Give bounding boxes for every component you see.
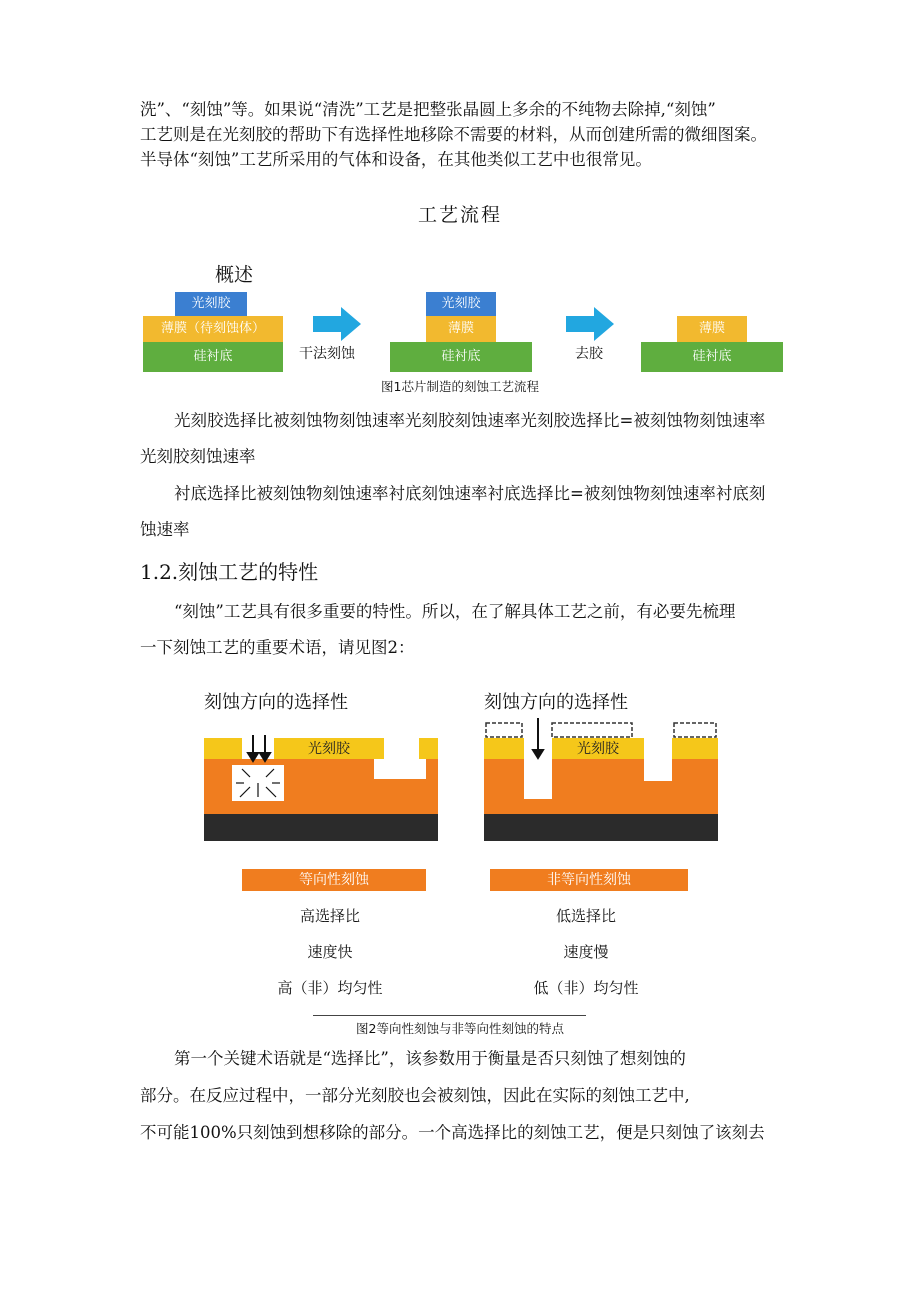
fig2-caption: 图2等向性刻蚀与非等向性刻蚀的特点	[356, 1021, 564, 1036]
step2-film	[426, 316, 496, 342]
step1-substrate-label: 硅衬底	[193, 349, 233, 364]
left-prop-3: 高（非）均匀性	[277, 979, 383, 997]
left-prop-1: 高选择比	[299, 907, 360, 925]
isotropic-badge: 等向性刻蚀	[242, 869, 426, 891]
anisotropic-etch-diagram	[484, 718, 718, 841]
fig2-right-title: 刻蚀方向的选择性	[484, 692, 628, 713]
formula-sub-line1: 衬底选择比被刻蚀物刻蚀速率衬底刻蚀速率衬底选择比=被刻蚀物刻蚀速率衬底刻	[174, 484, 766, 503]
step1-film-label: 薄膜（待刻蚀体）	[160, 321, 265, 336]
para2-line1: “刻蚀”工艺具有很多重要的特性。所以，在了解具体工艺之前，有必要先梳理	[174, 602, 736, 621]
arrow1-label: 干法刻蚀	[299, 346, 355, 362]
step2-substrate-label: 硅衬底	[441, 349, 481, 364]
intro-line-3: 半导体“刻蚀”工艺所采用的气体和设备，在其他类似工艺中也很常见。	[140, 150, 652, 169]
right-prop-1: 低选择比	[555, 907, 616, 925]
subsection-title: 1.2.刻蚀工艺的特性	[140, 560, 319, 584]
fig1-caption: 图1芯片制造的刻蚀工艺流程	[381, 379, 539, 394]
arrow-right-icon	[313, 307, 361, 341]
section-title: 工艺流程	[417, 204, 502, 226]
step3-substrate-label: 硅衬底	[692, 349, 732, 364]
left-photoresist-label: 光刻胶	[308, 741, 350, 757]
right-prop-3: 低（非）均匀性	[533, 979, 639, 997]
step1-film	[143, 316, 283, 342]
formula-pr-line2: 光刻胶刻蚀速率	[140, 447, 256, 466]
para3-line1: 第一个关键术语就是“选择比”，该参数用于衡量是否只刻蚀了想刻蚀的	[174, 1049, 686, 1068]
step2-film-label: 薄膜	[447, 321, 474, 336]
formula-pr-line1: 光刻胶选择比被刻蚀物刻蚀速率光刻胶刻蚀速率光刻胶选择比=被刻蚀物刻蚀速率	[174, 411, 766, 430]
anisotropic-badge: 非等向性刻蚀	[490, 869, 688, 891]
formula-sub-line2: 蚀速率	[140, 520, 190, 539]
step3-substrate	[641, 342, 783, 372]
step3-film-label: 薄膜	[698, 321, 725, 336]
arrow2-label: 去胶	[575, 346, 603, 362]
step1-photoresist-label: 光刻胶	[191, 296, 231, 311]
caption-divider	[313, 1015, 586, 1016]
step2-photoresist	[426, 292, 496, 316]
para3-line2: 部分。在反应过程中，一部分光刻胶也会被刻蚀，因此在实际的刻蚀工艺中,	[140, 1086, 690, 1105]
intro-line-2: 工艺则是在光刻胶的帮助下有选择性地移除不需要的材料，从而创建所需的微细图案。	[140, 125, 767, 144]
fig1-heading: 概述	[215, 264, 254, 286]
intro-line-1: 洗”、“刻蚀”等。如果说“清洗”工艺是把整张晶圆上多余的不纯物去除掉,“刻蚀”	[140, 100, 716, 119]
right-prop-2: 速度慢	[563, 943, 609, 961]
arrow-right-icon	[566, 307, 614, 341]
step3-film	[677, 316, 747, 342]
para2-line2: 一下刻蚀工艺的重要术语，请见图2：	[140, 638, 415, 657]
fig2-left-title: 刻蚀方向的选择性	[204, 692, 348, 713]
para3-line3: 不可能100%只刻蚀到想移除的部分。一个高选择比的刻蚀工艺，便是只刻蚀了该刻去	[140, 1123, 765, 1142]
step2-photoresist-label: 光刻胶	[441, 296, 481, 311]
step2-substrate	[390, 342, 532, 372]
right-photoresist-label: 光刻胶	[577, 741, 619, 757]
step1-substrate	[143, 342, 283, 372]
left-prop-2: 速度快	[307, 943, 353, 961]
step1-photoresist	[175, 292, 247, 316]
